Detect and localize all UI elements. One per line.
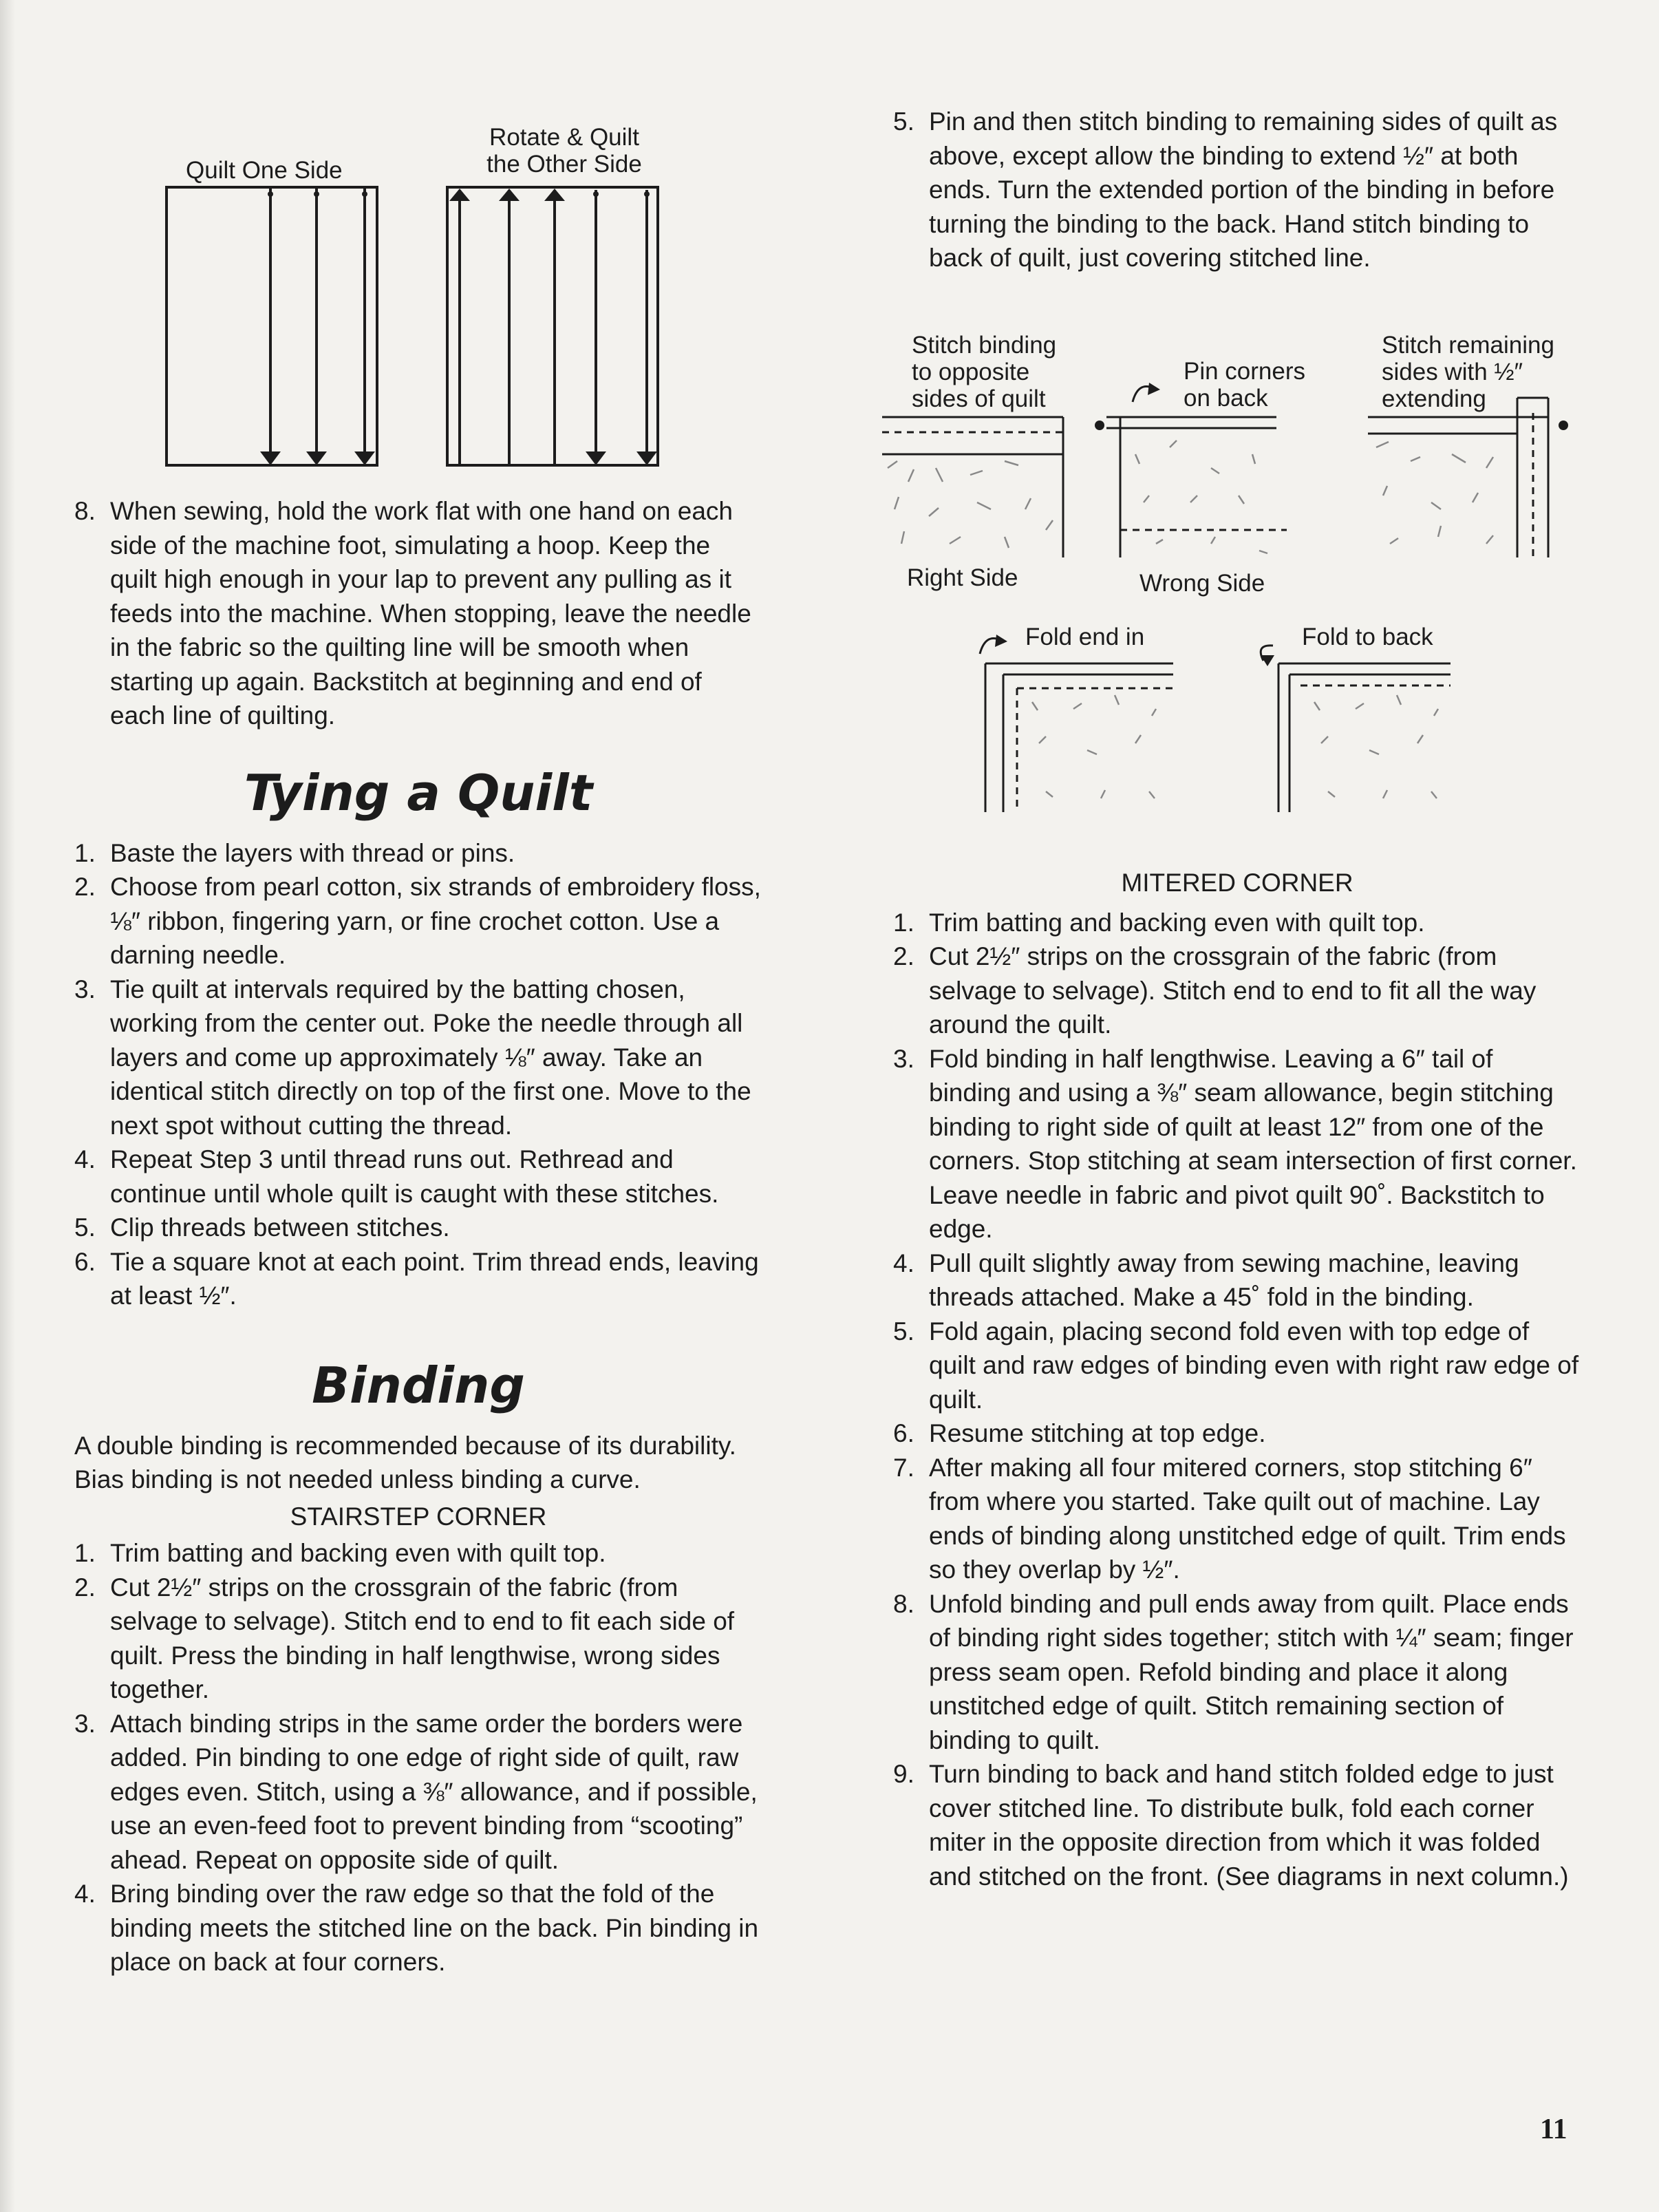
list-item: [74, 972, 762, 1143]
quilt-other-side-panel: [447, 187, 658, 465]
step-text: Fold binding in half lengthwise. Leaving a 6″ tail of binding and using a ⅜″ seam allowance, begin stitching binding to right side of quilt at least 12″ from one of the corners. Stop stitching at seam intersection of first corner. Leave needle in fabric and pivot quilt 90˚. Backstitch to edge.: [929, 1044, 1577, 1243]
label-stitch-remaining-line2: sides with ½″: [1382, 359, 1523, 385]
step-number: 6.: [893, 1419, 914, 1447]
quilting-step-8-list: [74, 494, 762, 733]
label-fold-to-back: Fold to back: [1302, 624, 1433, 650]
list-item: [74, 1245, 762, 1313]
list-item: [893, 1042, 1581, 1246]
binding-section-title: Binding: [312, 1356, 525, 1414]
step-number: 2.: [74, 1573, 96, 1602]
step-number: 2.: [74, 873, 96, 901]
binding-step-5-list: [893, 105, 1581, 275]
label-quilt-one-side: Quilt One Side: [186, 157, 343, 184]
label-stitch-opposite-line2: to opposite: [912, 359, 1030, 385]
step-text: After making all four mitered corners, stop stitching 6″ from where you started. Take quilt out of machine. Lay ends of binding along unstitched edge of quilt. Trim ends so they overlap by ½″.: [929, 1453, 1566, 1584]
label-stitch-remaining-line1: Stitch remaining: [1382, 332, 1554, 359]
step-text: Repeat Step 3 until thread runs out. Rethread and continue until whole quilt is caught with these stitches.: [110, 1145, 719, 1208]
label-right-side: Right Side: [907, 564, 1018, 591]
left-column: [74, 494, 762, 1979]
list-item: [74, 1877, 762, 1979]
list-item: [893, 1757, 1581, 1893]
list-item: [893, 939, 1581, 1042]
step-number: 1.: [74, 838, 96, 867]
list-item: [74, 1211, 762, 1245]
step-number: 4.: [74, 1880, 96, 1908]
step-number: 5.: [893, 107, 914, 136]
list-item: [893, 1416, 1581, 1451]
list-item: [893, 1587, 1581, 1758]
step-number: 5.: [893, 1317, 914, 1346]
step-text: When sewing, hold the work flat with one hand on each side of the machine foot, simulating a hoop. Keep the quilt high enough in your lap to prevent any pulling as it feeds into the machine. When stopping, leave the needle in the fabric so the quilting line will be smooth when starting up again. Backstitch at beginning and end of each line of quilting.: [110, 497, 751, 730]
step-text: Tie quilt at intervals required by the batting chosen, working from the center out. Poke the needle through all layers and come up approximately ⅛″ away. Take an identical stitch directly on top of the first one. Move to the next spot without cutting the thread.: [110, 975, 751, 1140]
page-number: 11: [1540, 2114, 1567, 2145]
step-number: 3.: [74, 1709, 96, 1738]
list-item: [893, 1315, 1581, 1417]
mitered-steps-list: [893, 906, 1581, 1894]
step-text: Trim batting and backing even with quilt top.: [929, 908, 1425, 937]
list-item: [74, 494, 762, 733]
right-column-mitered: [893, 863, 1581, 1893]
label-rotate-quilt: [440, 124, 688, 178]
tying-steps-list: [74, 836, 762, 1313]
list-item: [893, 1451, 1581, 1587]
step-text: Resume stitching at top edge.: [929, 1419, 1266, 1447]
step-number: 2.: [893, 942, 914, 970]
mitered-corner-heading: MITERED CORNER: [1121, 869, 1353, 897]
step-text: Pin and then stitch binding to remaining sides of quilt as above, except allow the binding to extend ½″ at both ends. Turn the extended portion of the binding in before turning the binding to the back. Hand stitch binding to back of quilt, just covering stitched line.: [929, 107, 1558, 272]
label-fold-end-in: Fold end in: [1025, 624, 1145, 650]
stairstep-corner-heading: STAIRSTEP CORNER: [290, 1502, 547, 1531]
step-number: 4.: [74, 1145, 96, 1173]
label-pin-corners-line1: Pin corners: [1184, 358, 1306, 385]
step-number: 4.: [893, 1248, 914, 1277]
label-stitch-opposite: [912, 332, 1056, 412]
step-text: Choose from pearl cotton, six strands of embroidery floss, ⅛″ ribbon, fingering yarn, or fine crochet cotton. Use a darning needle.: [110, 873, 761, 969]
list-item: [74, 1536, 762, 1571]
stairstep-steps-list: [74, 1536, 762, 1979]
step-number: 5.: [74, 1213, 96, 1242]
step-text: Clip threads between stitches.: [110, 1213, 450, 1242]
label-stitch-opposite-line3: sides of quilt: [912, 385, 1046, 412]
list-item: [893, 906, 1581, 940]
step-text: Cut 2½″ strips on the crossgrain of the fabric (from selvage to selvage). Stitch end to end to fit all the way around the quilt.: [929, 942, 1537, 1039]
label-pin-corners: [1184, 358, 1305, 412]
step-text: Bring binding over the raw edge so that the fold of the binding meets the stitched line on the back. Pin binding in place on back at four corners.: [110, 1880, 759, 1976]
page-binding-shadow: [0, 0, 15, 2212]
step-number: 8.: [893, 1589, 914, 1618]
list-item: [74, 1571, 762, 1707]
step-number: 6.: [74, 1247, 96, 1276]
step-text: Cut 2½″ strips on the crossgrain of the fabric (from selvage to selvage). Stitch end to end to fit each side of quilt. Press the binding in half lengthwise, wrong sides together.: [110, 1573, 735, 1703]
list-item: [74, 1707, 762, 1878]
step-text: Turn binding to back and hand stitch folded edge to just cover stitched line. To distribute bulk, fold each corner miter in the opposite direction from which it was folded and stitched on the front. (See diagrams in next column.): [929, 1760, 1569, 1891]
step-number: 9.: [893, 1760, 914, 1788]
quilt-one-side-panel: [167, 187, 377, 465]
step-text: Attach binding strips in the same order the borders were added. Pin binding to one edge of right side of quilt, raw edges even. Stitch, using a ⅜″ allowance, and if possible, use an even-feed foot to prevent binding from “scooting” ahead. Repeat on opposite side of quilt.: [110, 1709, 758, 1874]
list-item: [74, 870, 762, 972]
step-text: Unfold binding and pull ends away from quilt. Place ends of binding right sides together; stitch with ¼″ seam; finger press seam open. Refold binding and place it along unstitched edge of quilt. Stitch remaining section of binding to quilt.: [929, 1589, 1574, 1754]
list-item: [74, 836, 762, 871]
list-item: [893, 1246, 1581, 1315]
step-number: 1.: [74, 1539, 96, 1567]
label-rotate-line2: the Other Side: [486, 151, 642, 178]
step-text: Trim batting and backing even with quilt top.: [110, 1539, 606, 1567]
step-number: 3.: [893, 1044, 914, 1073]
step-text: Tie a square knot at each point. Trim thread ends, leaving at least ½″.: [110, 1247, 759, 1310]
list-item: [893, 105, 1581, 275]
step-text: Fold again, placing second fold even with top edge of quilt and raw edges of binding even with right raw edge of quilt.: [929, 1317, 1579, 1414]
label-rotate-line1: Rotate & Quilt: [489, 124, 639, 151]
tying-section-title: Tying a Quilt: [244, 763, 593, 822]
binding-intro: A double binding is recommended because of its durability. Bias binding is not needed unless binding a curve.: [74, 1431, 736, 1493]
label-stitch-opposite-line1: Stitch binding: [912, 332, 1057, 359]
label-stitch-remaining: [1382, 332, 1554, 412]
right-column-top: [893, 105, 1581, 275]
label-wrong-side: Wrong Side: [1139, 570, 1265, 597]
label-stitch-remaining-line3: extending: [1382, 385, 1486, 412]
step-text: Pull quilt slightly away from sewing machine, leaving threads attached. Make a 45˚ fold in the binding.: [929, 1248, 1519, 1311]
step-number: 7.: [893, 1453, 914, 1482]
step-number: 1.: [893, 908, 914, 937]
step-number: 8.: [74, 497, 96, 525]
label-pin-corners-line2: on back: [1184, 385, 1268, 412]
list-item: [74, 1142, 762, 1211]
step-text: Baste the layers with thread or pins.: [110, 838, 515, 867]
step-number: 3.: [74, 975, 96, 1003]
